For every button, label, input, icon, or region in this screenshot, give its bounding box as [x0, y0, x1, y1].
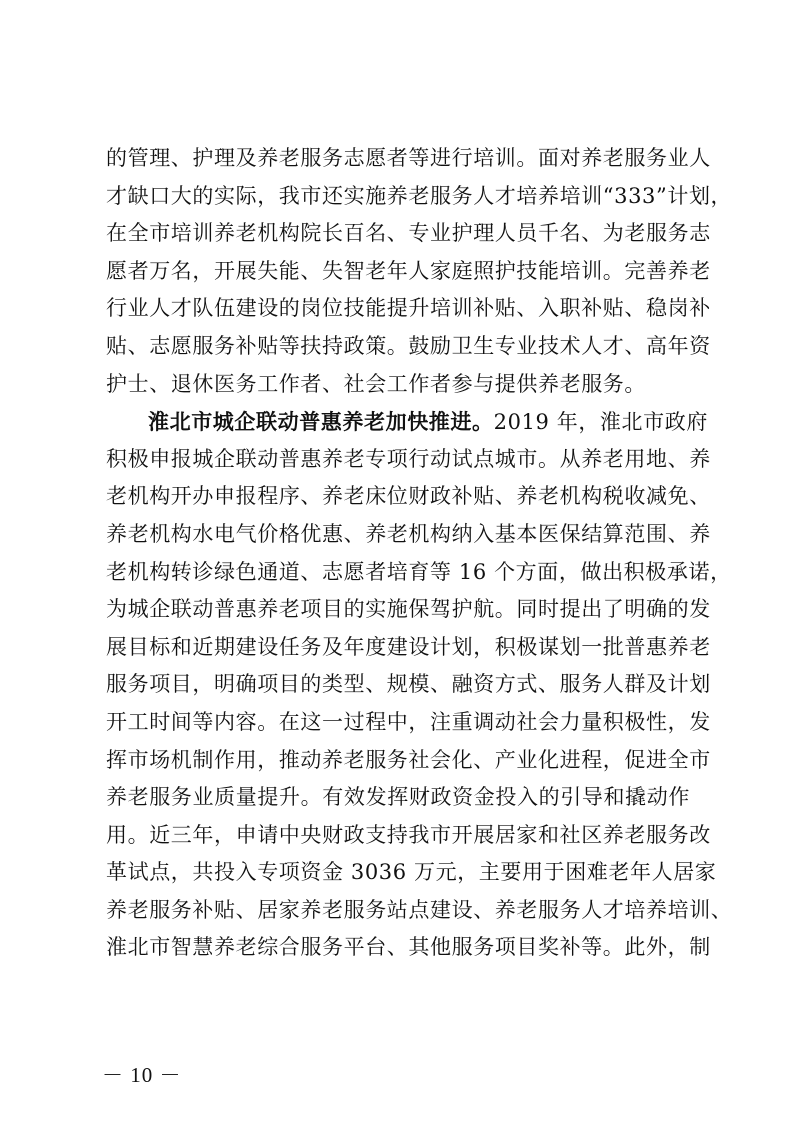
text-line: 护士、退休医务工作者、社会工作者参与提供养老服务。 [106, 371, 646, 396]
text-line: 用。近三年，申请中央财政支持我市开展居家和社区养老服务改 [106, 822, 711, 847]
text-line: 养老机构水电气价格优惠、养老机构纳入基本医保结算范围、养 [106, 521, 711, 546]
text-line: 老机构开办申报程序、养老床位财政补贴、养老机构税收减免、 [106, 484, 711, 509]
text-line: 开工时间等内容。在这一过程中，注重调动社会力量积极性，发 [106, 709, 711, 734]
text-line: 在全市培训养老机构院长百名、专业护理人员千名、为老服务志 [106, 221, 711, 246]
text-line: 为城企联动普惠养老项目的实施保驾护航。同时提出了明确的发 [106, 597, 711, 622]
body-text [106, 140, 733, 967]
text-line: 老机构转诊绿色通道、志愿者培育等 16 个方面，做出积极承诺， [106, 559, 732, 584]
paragraph-first-rest: 2019 年，淮北市政府 [493, 410, 708, 435]
text-line: 展目标和近期建设任务及年度建设计划，积极谋划一批普惠养老 [106, 634, 711, 659]
text-line: 愿者万名，开展失能、失智老年人家庭照护技能培训。完善养老 [106, 258, 711, 283]
paragraph-heading-line [106, 403, 708, 441]
text-line: 贴、志愿服务补贴等扶持政策。鼓励卫生专业技术人才、高年资 [106, 333, 711, 358]
text-line: 才缺口大的实际，我市还实施养老服务人才培养培训“333”计划， [106, 183, 733, 208]
page-number: － 10 － [102, 1063, 182, 1087]
text-line: 养老服务补贴、居家养老服务站点建设、养老服务人才培养培训、 [106, 897, 733, 922]
text-line: 服务项目，明确项目的类型、规模、融资方式、服务人群及计划 [106, 672, 711, 697]
text-line: 挥市场机制作用，推动养老服务社会化、产业化进程，促进全市 [106, 747, 711, 772]
paragraph-lead: 淮北市城企联动普惠养老加快推进。 [148, 409, 494, 435]
text-line: 革试点，共投入专项资金 3036 万元，主要用于困难老年人居家 [106, 860, 717, 885]
text-line: 行业人才队伍建设的岗位技能提升培训补贴、入职补贴、稳岗补 [106, 296, 711, 321]
text-line: 养老服务业质量提升。有效发挥财政资金投入的引导和撬动作 [106, 785, 690, 810]
text-line: 积极申报城企联动普惠养老专项行动试点城市。从养老用地、养 [106, 446, 711, 471]
text-line: 的管理、护理及养老服务志愿者等进行培训。面对养老服务业人 [106, 146, 711, 170]
text-line: 淮北市智慧养老综合服务平台、其他服务项目奖补等。此外，制 [106, 935, 711, 960]
